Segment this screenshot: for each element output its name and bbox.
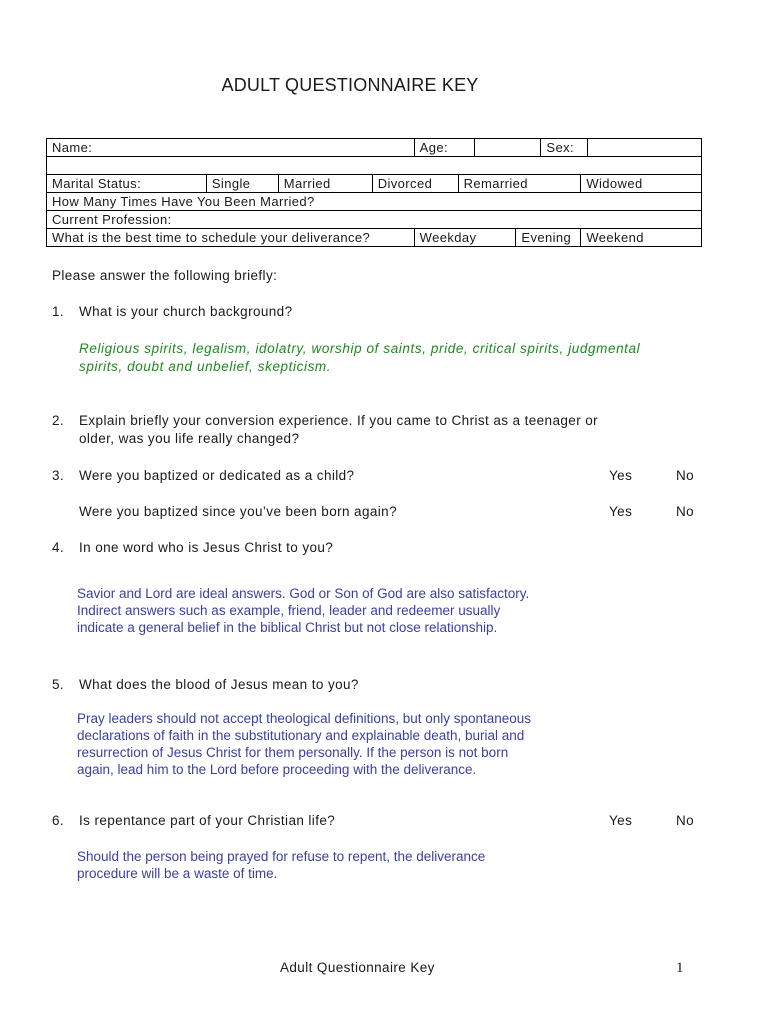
form-row-married-times <box>47 193 702 211</box>
schedule-label: What is the best time to schedule your deliverance? <box>47 229 415 247</box>
question-number-4: 4. <box>52 540 65 555</box>
form-row-profession <box>47 211 702 229</box>
question-number-6: 6. <box>52 813 65 828</box>
marital-option-married[interactable]: Married <box>278 175 372 193</box>
form-row-marital <box>47 175 702 193</box>
question-line: older, was you life really changed? <box>79 431 300 446</box>
answer-key-1 <box>79 340 699 376</box>
profession-label[interactable]: Current Profession: <box>47 211 702 229</box>
question-text-2 <box>79 412 679 448</box>
question-text-1: What is your church background? <box>79 304 293 319</box>
answer-line: procedure will be a waste of time. <box>77 866 278 881</box>
schedule-option-weekday[interactable]: Weekday <box>414 229 516 247</box>
question-text-5: What does the blood of Jesus mean to you? <box>79 677 359 692</box>
answer-key-5 <box>77 710 597 778</box>
question-line: Explain briefly your conversion experience. If you came to Christ as a teenager or <box>79 413 599 428</box>
question-number-3: 3. <box>52 468 65 483</box>
form-row-schedule <box>47 229 702 247</box>
instructions-text: Please answer the following briefly: <box>52 268 278 283</box>
answer-line: Should the person being prayed for refuse to repent, the deliverance <box>77 849 486 864</box>
form-row-name <box>47 139 702 157</box>
question-text-4: In one word who is Jesus Christ to you? <box>79 540 334 555</box>
question-number-5: 5. <box>52 677 65 692</box>
marital-option-widowed[interactable]: Widowed <box>581 175 702 193</box>
yes-option-6[interactable]: Yes <box>609 813 633 828</box>
form-row-blank <box>47 157 702 175</box>
footer-label: Adult Questionnaire Key <box>280 960 435 975</box>
answer-line: Savior and Lord are ideal answers. God or Son of God are also satisfactory. <box>77 586 530 601</box>
answer-line: again, lead him to the Lord before proceeding with the deliverance. <box>77 762 477 777</box>
yes-option-3b[interactable]: Yes <box>609 504 633 519</box>
question-number-1: 1. <box>52 304 65 319</box>
question-text-3: Were you baptized or dedicated as a child? <box>79 468 355 483</box>
schedule-option-evening[interactable]: Evening <box>516 229 581 247</box>
answer-key-6 <box>77 848 597 882</box>
answer-line: resurrection of Jesus Christ for them personally. If the person is not born <box>77 745 509 760</box>
question-text-6: Is repentance part of your Christian life? <box>79 813 336 828</box>
marital-status-label: Marital Status: <box>47 175 207 193</box>
name-label: Name: <box>47 139 415 157</box>
question-number-2: 2. <box>52 413 65 428</box>
page-title: ADULT QUESTIONNAIRE KEY <box>221 75 479 95</box>
answer-line: spirits, doubt and unbelief, skepticism. <box>79 359 332 374</box>
answer-line: Pray leaders should not accept theological definitions, but only spontaneous <box>77 711 532 726</box>
marital-option-single[interactable]: Single <box>206 175 278 193</box>
marital-option-divorced[interactable]: Divorced <box>372 175 458 193</box>
no-option-3[interactable]: No <box>676 468 695 483</box>
answer-line: Religious spirits, legalism, idolatry, worship of saints, pride, critical spirits, judgmental <box>79 341 641 356</box>
marital-option-remarried[interactable]: Remarried <box>458 175 581 193</box>
age-field[interactable] <box>474 139 541 157</box>
blank-row-cell <box>47 157 702 175</box>
no-option-3b[interactable]: No <box>676 504 695 519</box>
answer-key-4 <box>77 585 597 636</box>
schedule-option-weekend[interactable]: Weekend <box>581 229 702 247</box>
answer-line: declarations of faith in the substitutionary and explainable death, burial and <box>77 728 525 743</box>
yes-option-3[interactable]: Yes <box>609 468 633 483</box>
sex-field[interactable] <box>588 139 702 157</box>
answer-line: Indirect answers such as example, friend, leader and redeemer usually <box>77 603 501 618</box>
sex-label: Sex: <box>541 139 588 157</box>
question-text-3b: Were you baptized since you’ve been born again? <box>79 504 398 519</box>
answer-line: indicate a general belief in the biblical Christ but not close relationship. <box>77 620 498 635</box>
info-form-table <box>46 138 702 247</box>
age-label: Age: <box>414 139 474 157</box>
page-number: 1 <box>676 960 684 976</box>
no-option-6[interactable]: No <box>676 813 695 828</box>
married-times-label[interactable]: How Many Times Have You Been Married? <box>47 193 702 211</box>
